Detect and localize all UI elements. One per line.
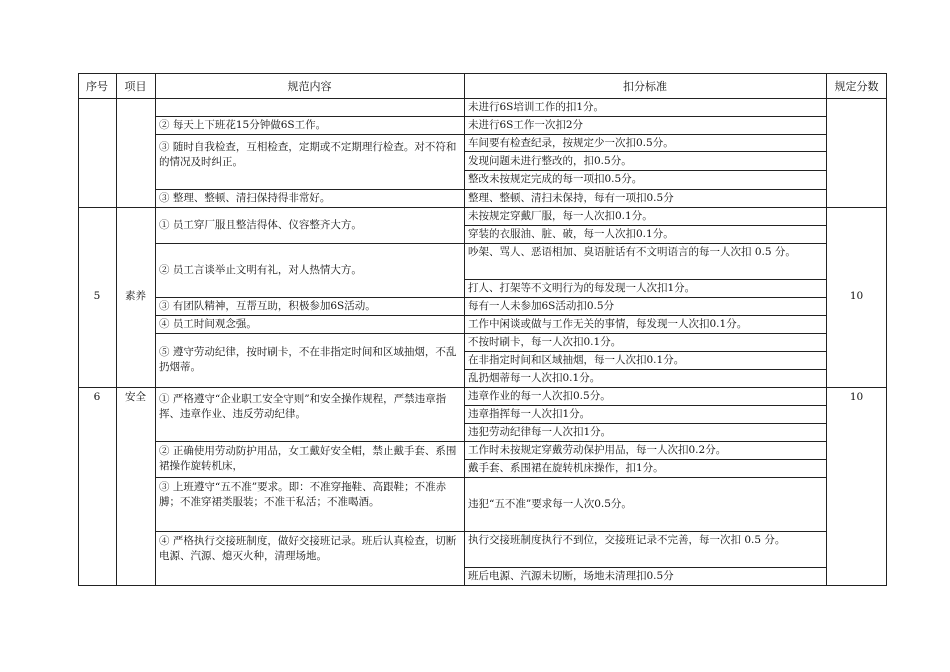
deduction-cell: 吵架、骂人、恶语相加、臭语脏话有不文明语言的每一人次扣 0.5 分。 xyxy=(468,246,796,258)
content-cell: ① 严格遵守“企业职工安全守则”和安全操作规程，严禁违章指挥、违章作业、违反劳动纪律。 xyxy=(159,393,447,420)
header-content: 规范内容 xyxy=(287,80,332,93)
content-cell: ② 员工言谈举止文明有礼，对人热情大方。 xyxy=(159,264,362,276)
content-cell: ① 员工穿厂服且整洁得体、仪容整齐大方。 xyxy=(159,219,362,231)
standards-table xyxy=(78,73,887,586)
deduction-cell: 戴手套、系围裙在旋转机床操作，扣1分。 xyxy=(468,462,664,474)
deduction-cell: 未进行6S培训工作的扣1分。 xyxy=(468,101,605,113)
section-seq: 6 xyxy=(93,391,101,403)
deduction-cell: 违犯劳动纪律每一人次扣1分。 xyxy=(468,426,612,438)
deduction-cell: 违犯“五不准”要求每一人次0.5分。 xyxy=(468,498,632,510)
deduction-cell: 在非指定时间和区域抽烟，每一人次扣0.1分。 xyxy=(468,354,685,366)
section-score: 10 xyxy=(849,391,864,403)
deduction-cell: 穿装的衣服油、脏、破，每一人次扣0.1分。 xyxy=(468,228,674,240)
deduction-cell: 打人、打架等不文明行为的每发现一人次扣1分。 xyxy=(468,282,696,294)
deduction-cell: 发现问题未进行整改的，扣0.5分。 xyxy=(468,155,632,167)
deduction-cell: 班后电源、汽源未切断，场地未清理扣0.5分 xyxy=(468,570,674,582)
deduction-cell: 每有一人未参加6S活动扣0.5分 xyxy=(468,300,615,312)
content-cell: ③ 整理、整顿、清扫保持得非常好。 xyxy=(159,192,331,204)
deduction-cell: 车间要有检查纪录，按规定少一次扣0.5分。 xyxy=(468,137,674,149)
content-cell: ③ 上班遵守“五不准”要求。即：不准穿拖鞋、高跟鞋；不准赤膊；不准穿裙类服装；不准干私活；不准喝酒。 xyxy=(159,481,447,508)
content-cell: ② 每天上下班花15分钟做6S工作。 xyxy=(159,119,327,131)
deduction-cell: 未按规定穿戴厂服，每一人次扣0.1分。 xyxy=(468,210,653,222)
content-cell: ③ 随时自我检查，互相检查，定期或不定期理行检查。对不符和的情况及时纠正。 xyxy=(159,141,457,168)
deduction-cell: 执行交接班制度执行不到位，交接班记录不完善，每一次扣 0.5 分。 xyxy=(468,534,786,546)
header-seq: 序号 xyxy=(86,80,108,93)
section-item: 安全 xyxy=(125,391,146,403)
deduction-cell: 未进行6S工作一次扣2分 xyxy=(468,119,584,131)
header-item: 项目 xyxy=(124,80,147,93)
deduction-cell: 乱扔烟蒂每一人次扣0.1分。 xyxy=(468,372,601,384)
content-cell: ③ 有团队精神，互帮互助，积极参加6S活动。 xyxy=(159,300,376,312)
deduction-cell: 工作中闲谈或做与工作无关的事情，每发现一人次扣0.1分。 xyxy=(468,318,748,330)
deduction-cell: 不按时刷卡，每一人次扣0.1分。 xyxy=(468,336,622,348)
deduction-cell: 工作时未按规定穿戴劳动保护用品，每一人次扣0.2分。 xyxy=(468,444,727,456)
content-cell: ② 正确使用劳动防护用品，女工戴好安全帽，禁止戴手套、系围裙操作旋转机床， xyxy=(159,445,457,472)
section-item: 素养 xyxy=(125,290,146,302)
deduction-cell: 整改未按规定完成的每一项扣0.5分。 xyxy=(468,173,643,185)
deduction-cell: 违章指挥每一人次扣1分。 xyxy=(468,408,591,420)
section-seq: 5 xyxy=(93,290,101,302)
header-deduction: 扣分标准 xyxy=(623,80,667,93)
deduction-cell: 违章作业的每一人次扣0.5分。 xyxy=(468,390,611,402)
content-cell: ⑤ 遵守劳动纪律，按时刷卡，不在非指定时间和区域抽烟，不乱扔烟蒂。 xyxy=(159,346,457,373)
deduction-cell: 整理、整顿、清扫未保持，每有一项扣0.5分 xyxy=(468,192,674,204)
content-cell: ④ 员工时间观念强。 xyxy=(159,318,257,330)
content-cell: ④ 严格执行交接班制度，做好交接班记录。班后认真检查，切断电源、汽源、熄灭火种，清理场地。 xyxy=(159,535,457,562)
header-score: 规定分数 xyxy=(834,80,879,93)
section-score: 10 xyxy=(849,290,864,302)
